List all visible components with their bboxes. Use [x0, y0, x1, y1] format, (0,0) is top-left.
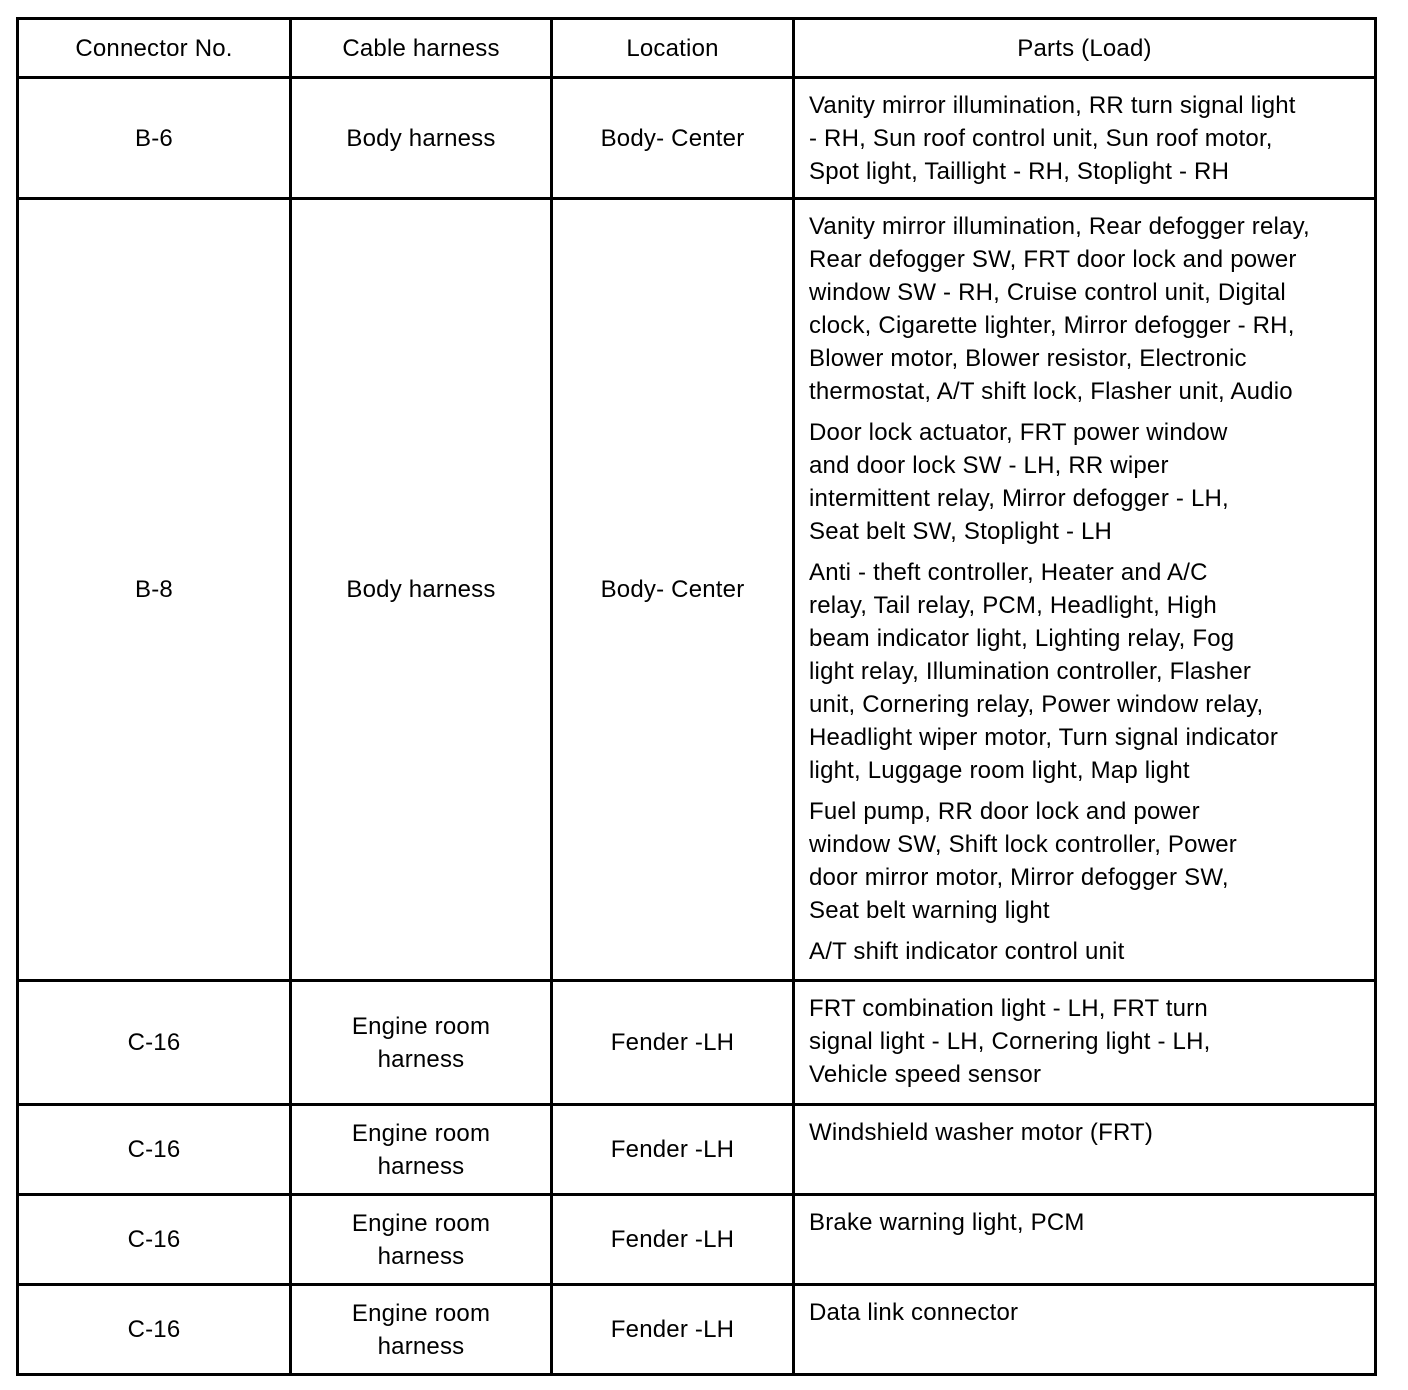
- cable-harness-line: Engine room: [351, 1209, 491, 1237]
- cable-harness-cell: [291, 1195, 552, 1285]
- connector-cell: B-8: [18, 199, 291, 981]
- parts-line: Vehicle speed sensor: [809, 1061, 1042, 1088]
- parts-line: Data link connector: [809, 1299, 1019, 1326]
- parts-line: Spot light, Taillight - RH, Stoplight - RH: [809, 158, 1230, 185]
- parts-line: Anti - theft controller, Heater and A/C: [809, 559, 1208, 586]
- header-parts: Parts (Load): [794, 19, 1376, 78]
- location-cell: Fender -LH: [552, 1105, 794, 1195]
- parts-group: [809, 1296, 1364, 1329]
- parts-line: relay, Tail relay, PCM, Headlight, High: [809, 592, 1217, 619]
- location-cell: Fender -LH: [552, 981, 794, 1105]
- cable-harness-line: harness: [377, 1242, 465, 1270]
- parts-line: Seat belt warning light: [809, 897, 1050, 924]
- connector-cell: C-16: [18, 1195, 291, 1285]
- cable-harness-cell: [291, 981, 552, 1105]
- connector-cell: C-16: [18, 1285, 291, 1375]
- parts-line: light relay, Illumination controller, Flasher: [809, 658, 1252, 685]
- parts-cell: [794, 199, 1376, 981]
- parts-line: Rear defogger SW, FRT door lock and power: [809, 246, 1297, 273]
- parts-line: Headlight wiper motor, Turn signal indicator: [809, 724, 1279, 751]
- connector-table: [16, 17, 1377, 1376]
- header-cable-harness: Cable harness: [291, 19, 552, 78]
- parts-group: [809, 795, 1364, 927]
- parts-group: [809, 89, 1364, 188]
- header-connector: Connector No.: [18, 19, 291, 78]
- parts-line: Fuel pump, RR door lock and power: [809, 798, 1200, 825]
- parts-group: [809, 210, 1364, 408]
- table-row: [18, 1105, 1376, 1195]
- cable-harness-line: Engine room: [351, 1012, 491, 1040]
- table-row: [18, 199, 1376, 981]
- location-cell: Body- Center: [552, 199, 794, 981]
- cable-harness-line: harness: [377, 1152, 465, 1180]
- cable-harness-cell: [291, 199, 552, 981]
- cable-harness-line: Body harness: [346, 576, 496, 603]
- parts-group: [809, 1116, 1364, 1149]
- cable-harness-line: harness: [377, 1045, 465, 1073]
- parts-group: [809, 1206, 1364, 1239]
- table-header-row: [18, 19, 1376, 78]
- table-row: [18, 1285, 1376, 1375]
- cable-harness-cell: [291, 78, 552, 199]
- table-row: [18, 1195, 1376, 1285]
- table-body: [18, 78, 1376, 1375]
- table-row: [18, 981, 1376, 1105]
- cable-harness-cell: [291, 1105, 552, 1195]
- parts-line: Vanity mirror illumination, Rear defogger relay,: [809, 213, 1310, 240]
- location-cell: Fender -LH: [552, 1195, 794, 1285]
- parts-group: [809, 416, 1364, 548]
- header-location: Location: [552, 19, 794, 78]
- parts-line: Brake warning light, PCM: [809, 1209, 1085, 1236]
- connector-cell: C-16: [18, 1105, 291, 1195]
- cable-harness-line: harness: [377, 1332, 465, 1360]
- parts-line: door mirror motor, Mirror defogger SW,: [809, 864, 1229, 891]
- parts-cell: [794, 981, 1376, 1105]
- parts-line: Windshield washer motor (FRT): [809, 1119, 1154, 1146]
- parts-line: Seat belt SW, Stoplight - LH: [809, 518, 1113, 545]
- table-row: [18, 78, 1376, 199]
- parts-cell: [794, 78, 1376, 199]
- parts-group: [809, 992, 1364, 1091]
- parts-line: signal light - LH, Cornering light - LH,: [809, 1028, 1211, 1055]
- parts-cell: [794, 1105, 1376, 1195]
- parts-line: Vanity mirror illumination, RR turn signal light: [809, 92, 1296, 119]
- parts-line: Blower motor, Blower resistor, Electronic: [809, 345, 1247, 372]
- parts-line: FRT combination light - LH, FRT turn: [809, 995, 1208, 1022]
- parts-line: clock, Cigarette lighter, Mirror defogger - RH,: [809, 312, 1295, 339]
- parts-line: and door lock SW - LH, RR wiper: [809, 452, 1169, 479]
- cable-harness-line: Engine room: [351, 1119, 491, 1147]
- cable-harness-cell: [291, 1285, 552, 1375]
- parts-cell: [794, 1285, 1376, 1375]
- parts-line: thermostat, A/T shift lock, Flasher unit, Audio: [809, 378, 1293, 405]
- parts-line: window SW - RH, Cruise control unit, Digital: [809, 279, 1286, 306]
- parts-line: A/T shift indicator control unit: [809, 938, 1125, 965]
- parts-line: beam indicator light, Lighting relay, Fog: [809, 625, 1235, 652]
- parts-line: light, Luggage room light, Map light: [809, 757, 1190, 784]
- location-cell: Fender -LH: [552, 1285, 794, 1375]
- parts-line: window SW, Shift lock controller, Power: [809, 831, 1237, 858]
- connector-cell: B-6: [18, 78, 291, 199]
- cable-harness-line: Body harness: [346, 124, 496, 152]
- parts-line: Door lock actuator, FRT power window: [809, 419, 1228, 446]
- connector-cell: C-16: [18, 981, 291, 1105]
- parts-group: [809, 556, 1364, 787]
- parts-line: - RH, Sun roof control unit, Sun roof motor,: [809, 125, 1273, 152]
- parts-line: unit, Cornering relay, Power window relay,: [809, 691, 1264, 718]
- location-cell: Body- Center: [552, 78, 794, 199]
- parts-cell: [794, 1195, 1376, 1285]
- cable-harness-line: Engine room: [351, 1299, 491, 1327]
- parts-line: intermittent relay, Mirror defogger - LH,: [809, 485, 1229, 512]
- parts-group: [809, 935, 1364, 968]
